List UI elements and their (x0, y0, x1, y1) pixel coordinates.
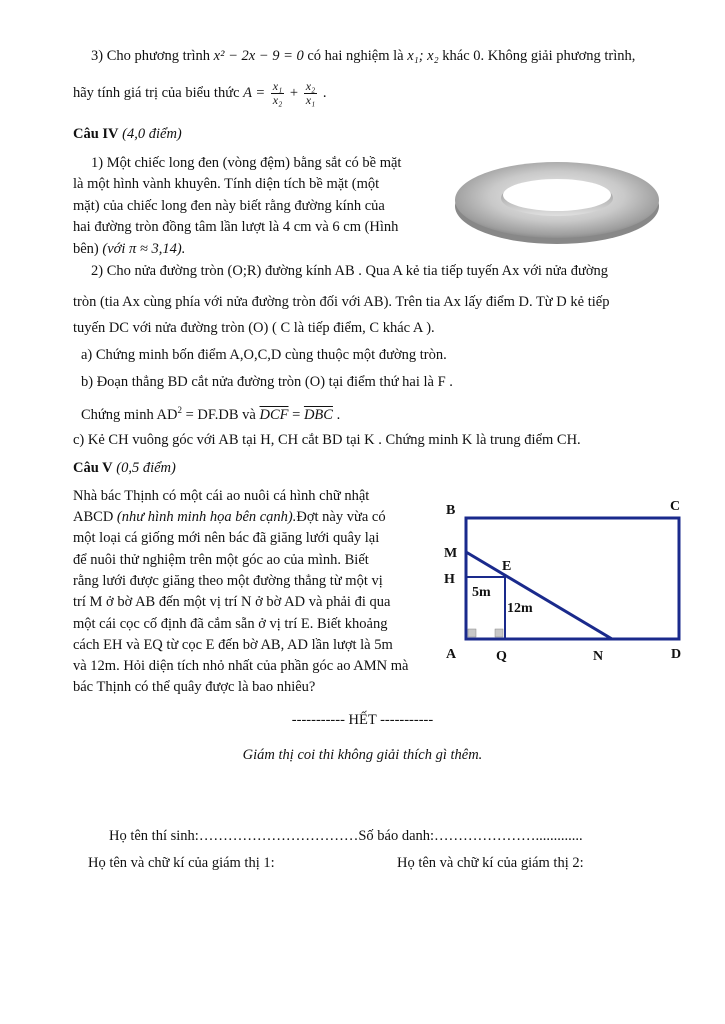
het-line: ----------- HẾT ----------- (291, 712, 434, 728)
q3-text-b: có hai nghiệm là (307, 48, 404, 64)
prove-eq: = (288, 407, 304, 423)
prove-exp: 2 (177, 405, 182, 415)
cau4-p1-line2: là một hình vành khuyên. Tính diện tích bề mặt (một (73, 176, 380, 192)
arc-dbc: $\overline{DBC}$ (303, 407, 333, 423)
label-5m: 5m (472, 585, 491, 600)
cau5-line5: rằng lưới được giăng theo một đường thẳng từ một vị (73, 573, 383, 589)
frac2-den: x₁ (305, 93, 316, 107)
p1-approx: (với π ≈ 3,14). (102, 241, 186, 257)
cau4-p2-line2: tròn (tia Ax cùng phía với nửa đường tròn đối với AB). Trên tia Ax lấy điểm D. Từ D kẻ tiếp (73, 294, 610, 310)
label-N: N (593, 649, 604, 664)
cau4-part-c: c) Kẻ CH vuông góc với AB tại H, CH cắt BD tại K . Chứng minh K là trung điểm CH. (73, 432, 581, 448)
prove-df-db: = DF.DB và (181, 407, 260, 423)
label-E: E (502, 559, 512, 574)
cau5-line4: để nuôi thử nghiệm trên một góc ao của mình. Biết (73, 552, 369, 568)
proctor1-signature: Họ tên và chữ kí của giám thị 1: (88, 855, 275, 871)
cau4-p1-line3: mặt) của chiếc long đen này biết rằng đường kính của (73, 198, 385, 214)
cau5-line2 (73, 507, 386, 527)
cau4-prove (81, 405, 340, 425)
cau4-part-b: b) Đoạn thẳng BD cắt nửa đường tròn (O) tại điểm thứ hai là F . (81, 374, 453, 390)
cau5-hinh-minh-hoa: (như hình minh họa bên cạnh). (116, 509, 297, 525)
cau5-line1: Nhà bác Thịnh có một cái ao nuôi cá hình chữ nhật (73, 488, 370, 504)
cau5-line6: trí M ở bờ AB đến một vị trí N ở bờ AD và phải đi qua (73, 594, 391, 610)
cau5-line9: và 12m. Hỏi diện tích nhỏ nhất của phần góc ao AMN mà (73, 658, 409, 674)
q3-period: . (322, 84, 327, 101)
cau5-line3: một loại cá giống mới nên bác đã giăng lưới quây lại (73, 530, 380, 546)
q3-roots: x₁; x₂ (407, 48, 439, 64)
prove-ad: Chứng minh AD (81, 407, 178, 423)
proctor2-signature: Họ tên và chữ kí của giám thị 2: (397, 855, 584, 871)
label-12m: 12m (507, 601, 533, 616)
cau5-line7: một cái cọc cố định đã cắm sẵn ở vị trí E. Biết khoảng (73, 616, 388, 632)
cau4-p1-line5 (73, 239, 185, 259)
candidate-name-line (109, 826, 583, 846)
cau5-heading (73, 458, 176, 478)
cau4-heading (73, 124, 182, 144)
cau5-points: (0,5 điểm) (116, 460, 176, 476)
prove-end: . (332, 407, 341, 423)
frac2-num: x₂ (305, 79, 316, 93)
cau5-title: Câu V (73, 460, 113, 476)
arc-dcf: $\overline{DCF}$ (259, 407, 289, 423)
cau4-p1-line4: hai đường tròn đồng tâm lần lượt là 4 cm và 6 cm (Hình (73, 219, 399, 235)
frac1-num: x₁ (272, 79, 283, 93)
right-angle-q (495, 629, 503, 637)
label-D: D (671, 647, 682, 662)
q3-expr-lhs: A = (243, 84, 266, 101)
cau4-points: (4,0 điểm) (122, 126, 182, 142)
cau5-line10: bác Thịnh có thể quây được là bao nhiêu? (73, 679, 316, 695)
q3-text-a: 3) Cho phương trình (91, 48, 211, 64)
q3-frac2 (304, 80, 318, 107)
label-C: C (670, 499, 681, 514)
cau5-dot-nay: Đợt này vừa có (296, 509, 386, 525)
q3-line1 (91, 46, 635, 66)
washer-image (452, 150, 662, 250)
q3-frac1 (271, 80, 285, 107)
name-label: Họ tên thí sinh:…………………………… (109, 828, 359, 844)
label-H: H (444, 572, 455, 587)
cau4-p1-line1: 1) Một chiếc long đen (vòng đệm) bằng sắt có bề mặt (91, 155, 402, 171)
cau5-abcd: ABCD (73, 509, 114, 525)
cau4-part-a: a) Chứng minh bốn điểm A,O,C,D cùng thuộc một đường tròn. (81, 347, 447, 363)
label-M: M (444, 546, 458, 561)
label-Q: Q (496, 649, 507, 664)
label-B: B (446, 503, 456, 518)
label-A: A (446, 647, 457, 662)
frac1-den: x₂ (272, 93, 283, 107)
q3-text-d: hãy tính giá trị của biểu thức (73, 84, 240, 101)
right-angle-a (468, 629, 476, 637)
cau4-p2-line1: 2) Cho nửa đường tròn (O;R) đường kính AB . Qua A kẻ tia tiếp tuyến Ax với nửa đường (91, 263, 609, 279)
sbd-label: Số báo danh:…………………............. (358, 828, 583, 844)
q3-line2 (73, 80, 326, 107)
pond-figure (438, 490, 698, 670)
pond-rectangle (466, 518, 679, 639)
cau5-line8: cách EH và EQ từ cọc E đến bờ AB, AD lần lượt là 5m (73, 637, 393, 653)
q3-text-c: khác 0. Không giải phương trình, (442, 48, 636, 64)
q3-plus: + (289, 84, 299, 101)
q3-equation: x² − 2x − 9 = 0 (213, 48, 304, 64)
cau4-title: Câu IV (73, 126, 119, 142)
p1-hinh-ben: bên) (73, 241, 99, 257)
cau4-p2-line3: tuyến DC với nửa đường tròn (O) ( C là tiếp điểm, C khác A ). (73, 320, 435, 336)
proctor-note: Giám thị coi thi không giải thích gì thêm. (242, 747, 483, 763)
